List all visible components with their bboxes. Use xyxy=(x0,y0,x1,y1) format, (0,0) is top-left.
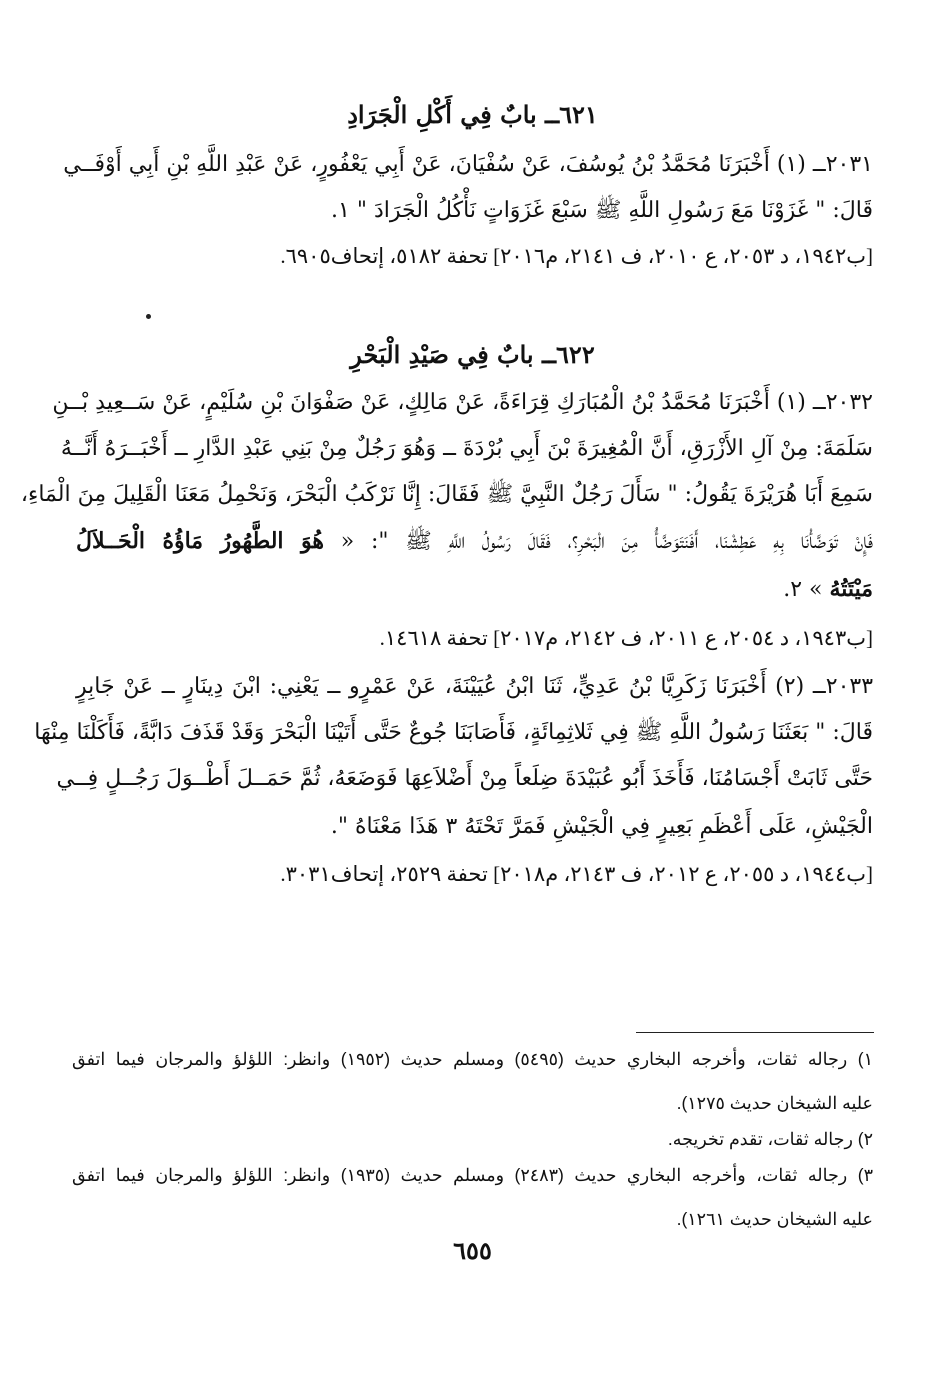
hadith-2031-line-2: قَالَ: " غَزَوْنَا مَعَ رَسُولِ اللَّهِ ﷺ سَبْعَ غَزَوَاتٍ نَأْكُلُ الْجَرَادَ " ١. xyxy=(331,198,873,223)
hadith-2033-line-4: الْجَيْشِ، عَلَى أَعْظَمِ بَعِيرٍ فِي الْجَيْشِ فَمَرَّ تَحْتَهُ ٣ هَذَا مَعْنَاهُ ". xyxy=(330,814,873,839)
hadith-2031-references: [ب١٩٤٢، د ٢٠٥٣، ع ٢٠١٠، ف ٢١٤١، م٢٠١٦] تحفة ٥١٨٢، إتحاف٦٩٠٥. xyxy=(280,244,873,268)
hadith-2032-line-1: ٢٠٣٢ــ (١) أَخْبَرَنَا مُحَمَّدُ بْنُ الْمُبَارَكِ قِرَاءَةً، عَنْ مَالِكٍ، عَنْ صَفْوَانَ بْنِ سُلَيْمٍ، عَنْ سَــعِيدِ بْــنِ xyxy=(52,390,873,415)
hadith-2033-line-1: ٢٠٣٣ــ (٢) أَخْبَرَنَا زَكَرِيَّا بْنُ عَدِيٍّ، ثَنَا ابْنُ عُيَيْنَةَ، عَنْ عَمْرٍو ــ يَعْنِي: ابْنَ دِينَارٍ ــ عَنْ جَابِرٍ xyxy=(76,674,874,699)
footnote-2: ٢) رجاله ثقات، تقدم تخريجه. xyxy=(667,1129,873,1149)
stray-dot-mark xyxy=(146,314,151,319)
hadith-2033-references: [ب١٩٤٤، د ٢٠٥٥، ع ٢٠١٢، ف ٢١٤٣، م٢٠١٨] تحفة ٢٥٢٩، إتحاف٣٠٣١. xyxy=(280,862,873,886)
hadith-2033-line-3: حَتَّى ثَابَتْ أَجْسَامُنَا، فَأَخَذَ أَبُو عُبَيْدَةَ ضِلَعاً مِنْ أَضْلاَعِهَا فَوَضَعَهُ، ثُمَّ حَمَــلَ أَطْــوَلَ رَجُــلٍ فِــي xyxy=(56,766,873,791)
chapter-heading-622: ٦٢٢ــ بابٌ فِي صَيْدِ الْبَحْرِ xyxy=(350,340,595,369)
hadith-2032-line-2: سَلَمَةَ: مِنْ آلِ الأَزْرَقِ، أَنَّ الْمُغِيرَةَ بْنَ أَبِي بُرْدَةَ ــ وَهُوَ رَجُلٌ مِنْ بَنِي عَبْدِ الدَّارِ ــ أَخْبَــرَهُ أَنَّــهُ xyxy=(60,436,873,461)
footnote-3-line-1: ٣) رجاله ثقات، وأخرجه البخاري حديث (٢٤٨٣) ومسلم حديث (١٩٣٥) وانظر: اللؤلؤ والمرجان فيما اتفق xyxy=(72,1165,873,1185)
hadith-2032-line-4 xyxy=(76,524,873,559)
hadith-2032-quote-bold: هُوَ الطَّهُورُ مَاؤُهُ الْحَــلاَلُ xyxy=(76,528,324,554)
hadith-2033-line-2: قَالَ: " بَعَثَنَا رَسُولُ اللَّهِ ﷺ فِي ثَلاثِمِائَةٍ، فَأَصَابَنَا جُوعٌ حَتَّى أَتَيْنَا الْبَحْرَ وَقَدْ قَذَفَ دَابَّةً، فَأَكَلْنَا مِنْهَا xyxy=(34,720,873,745)
hadith-2032-line-5-end: » ٢. xyxy=(783,577,830,602)
hadith-2032-references: [ب١٩٤٣، د ٢٠٥٤، ع ٢٠١١، ف ٢١٤٢، م٢٠١٧] تحفة ١٤٦١٨. xyxy=(379,626,873,650)
hadith-2032-line-5 xyxy=(76,572,873,607)
footnote-3-line-2: عليه الشيخان حديث ١٢٦١). xyxy=(676,1209,873,1229)
hadith-2032-line-3: سَمِعَ أَبَا هُرَيْرَةَ يَقُولُ: " سَأَلَ رَجُلٌ النَّبِيَّ ﷺ فَقَالَ: إِنَّا نَرْكَبُ الْبَحْرَ، وَنَحْمِلُ مَعَنَا الْقَلِيلَ مِنَ الْمَاءِ، xyxy=(20,482,873,507)
hadith-2032-line-4-text: فَإِنْ تَوَضَّأْنَا بِهِ عَطِشْنَا، أَفَنَتَوَضَّأُ مِنَ الْبَحْرِ؟، فَقَالَ رَسُولُ اللَّهِ ﷺ ": « xyxy=(323,529,873,554)
hadith-2031-line-1: ٢٠٣١ــ (١) أَخْبَرَنَا مُحَمَّدُ بْنُ يُوسُفَ، عَنْ سُفْيَانَ، عَنْ أَبِي يَعْفُورٍ، عَنْ عَبْدِ اللَّهِ بْنِ أَبِي أَوْفَــي xyxy=(63,152,873,177)
footnote-separator xyxy=(636,1032,874,1033)
chapter-heading-621: ٦٢١ــ بابٌ فِي أَكْلِ الْجَرَادِ xyxy=(347,100,598,129)
footnote-1-line-1: ١) رجاله ثقات، وأخرجه البخاري حديث (٥٤٩٥) ومسلم حديث (١٩٥٢) وانظر: اللؤلؤ والمرجان فيما اتفق xyxy=(72,1049,873,1069)
page-number: ٦٥٥ xyxy=(453,1236,492,1265)
footnote-1-line-2: عليه الشيخان حديث ١٢٧٥). xyxy=(676,1093,873,1113)
hadith-2032-line-5-bold: مَيْتَتُهُ xyxy=(829,576,873,602)
